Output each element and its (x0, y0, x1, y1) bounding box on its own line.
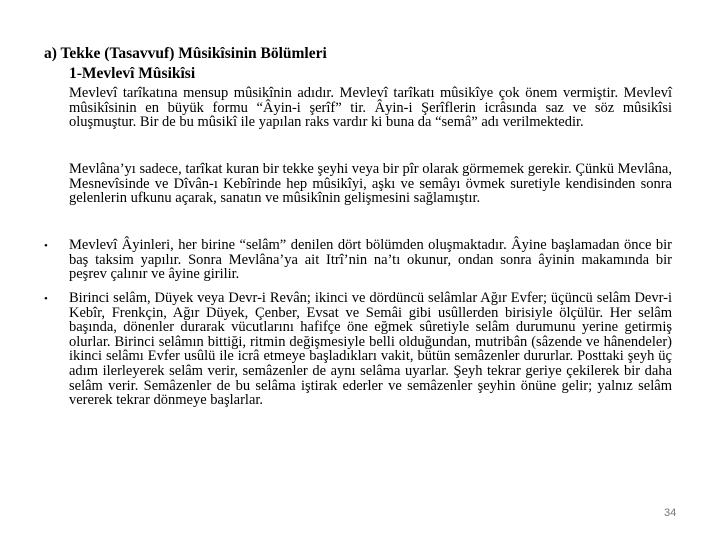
paragraph-ayinler: Mevlevî Âyinleri, her birine “selâm” denilen dört bölümden oluşmaktadır. Âyine başlamadan önce bir baş taksim yapılır. Sonra Mevlâna’ya ait Itrî’nin na’tı okunur, ondan sonra âyinin makamında bir peşrev çalınır ve âyine girilir. (69, 237, 672, 283)
bullet-icon: • (44, 293, 48, 305)
paragraph-selamlar: Birinci selâm, Düyek veya Devr-i Revân; ikinci ve dördüncü selâmlar Ağır Evfer; üçüncü selâm Devr-i Kebîr, Frenkçin, Ağır Düyek, Çenber, Evsat ve Semâi gibi usûllerden birisiyle ölçülür. Her selâm başında, dönenler durarak vücutlarını hafifçe öne eğmek sûretiyle selâm durumunu yerine getirmiş olurlar. Birinci selâmın bittiği, ritmin değişmesiyle belli olduğundan, mutribân (sâzende ve hânendeler) ikinci selâmı Evfer usûlü ile icrâ etmeye başladıkları vakit, bütün semâzenler dururlar. Posttaki şeyh üç adım ilerleyerek selâm verir, semâzenler de aynı selâma uyarlar. Şeyh tekrar geriye çekilerek bir daha selâm verir. Semâzenler de bu selâma iştirak ederler ve semâzenler şeyhin önüne gelir; yalnız selâm vererek tekrar dönmeye başlarlar. (69, 290, 672, 409)
page-number: 34 (664, 507, 677, 519)
paragraph-mevlana: Mevlâna’yı sadece, tarîkat kuran bir tekke şeyhi veya bir pîr olarak görmemek gerekir. Çünkü Mevlâna, Mesnevîsinde ve Dîvân-ı Kebîrinde hep mûsikîyi, aşkı ve semâyı övmek suretiyle kendisinden sonra gelenlerin ufkunu açarak, sanatın ve mûsikînin gelişmesini sağlamıştır. (69, 161, 672, 207)
bullet-icon: • (44, 240, 48, 252)
section-heading: a) Tekke (Tasavvuf) Mûsikîsinin Bölümleri (44, 45, 327, 62)
subsection-heading: 1-Mevlevî Mûsikîsi (69, 65, 196, 82)
paragraph-intro: Mevlevî tarîkatına mensup mûsikînin adıdır. Mevlevî tarîkatı mûsikîye çok önem vermiştir. Mevlevî mûsikîsinin en büyük formu “Âyin-i şerîf” tir. Âyin-i Şerîflerin icrâsında saz ve söz mûsikîsi oluşmuştur. Bir de bu mûsikî ile yapılan raks vardır ki buna da “semâ” adı verilmektedir. (69, 85, 672, 131)
